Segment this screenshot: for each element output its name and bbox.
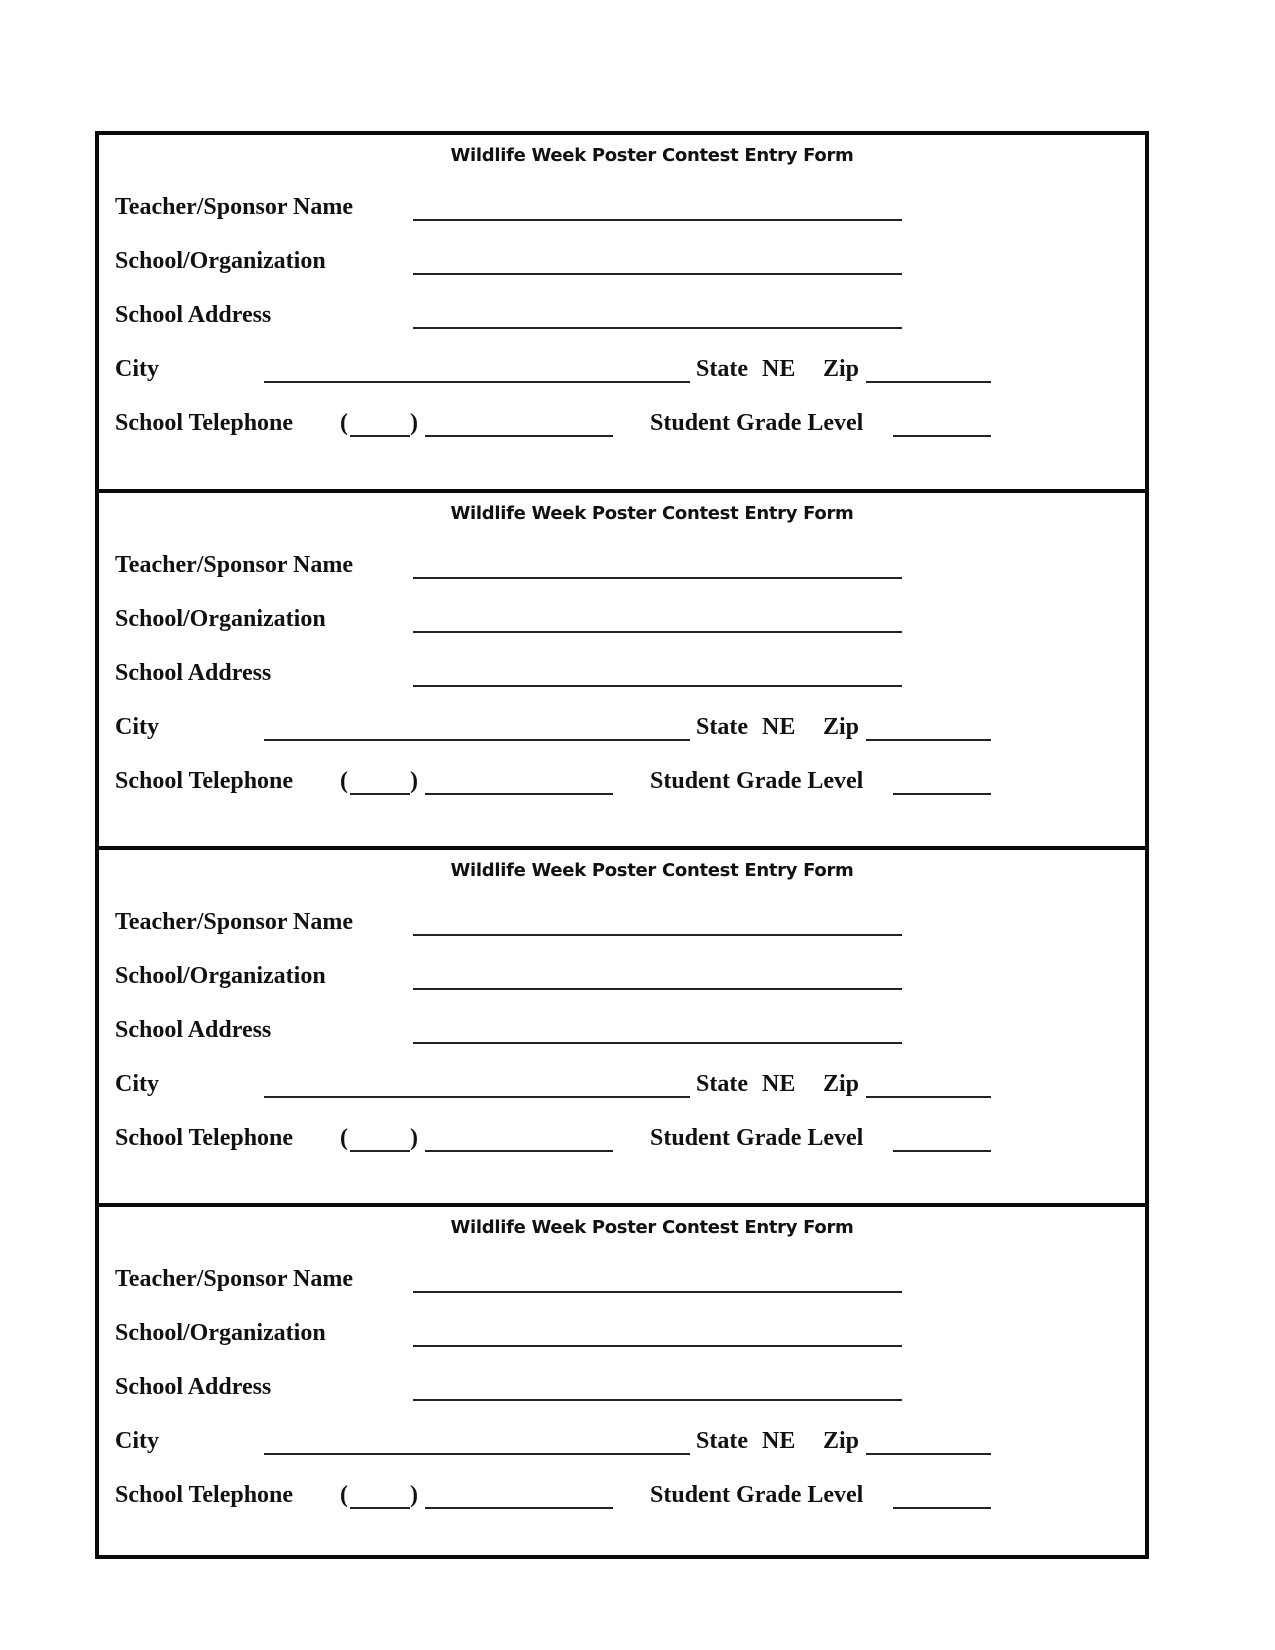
school-address-field[interactable] bbox=[413, 327, 902, 329]
zip-field[interactable] bbox=[866, 739, 991, 741]
school-organization-label: School/Organization bbox=[115, 1320, 326, 1346]
city-field[interactable] bbox=[264, 1453, 690, 1455]
telephone-number-field[interactable] bbox=[425, 793, 613, 795]
zip-label: Zip bbox=[823, 1071, 860, 1097]
state-value: NE bbox=[762, 714, 796, 740]
form-title: Wildlife Week Poster Contest Entry Form bbox=[450, 860, 854, 881]
teacher-sponsor-field[interactable] bbox=[413, 219, 902, 221]
state-value: NE bbox=[762, 1428, 796, 1454]
state-value: NE bbox=[762, 356, 796, 382]
school-address-field[interactable] bbox=[413, 685, 902, 687]
zip-field[interactable] bbox=[866, 381, 991, 383]
area-code-field[interactable] bbox=[350, 1150, 410, 1152]
area-code-close-paren: ) bbox=[410, 1125, 418, 1151]
city-field[interactable] bbox=[264, 381, 690, 383]
telephone-number-field[interactable] bbox=[425, 1150, 613, 1152]
school-organization-label: School/Organization bbox=[115, 963, 326, 989]
entry-form-2 bbox=[99, 489, 1145, 846]
zip-label: Zip bbox=[823, 356, 860, 382]
area-code-field[interactable] bbox=[350, 793, 410, 795]
student-grade-level-label: Student Grade Level bbox=[650, 1125, 864, 1151]
student-grade-level-field[interactable] bbox=[893, 435, 991, 437]
school-telephone-label: School Telephone bbox=[115, 1125, 294, 1151]
state-label: State bbox=[696, 1071, 748, 1097]
school-organization-field[interactable] bbox=[413, 273, 902, 275]
city-field[interactable] bbox=[264, 739, 690, 741]
area-code-field[interactable] bbox=[350, 1507, 410, 1509]
teacher-sponsor-field[interactable] bbox=[413, 934, 902, 936]
school-address-field[interactable] bbox=[413, 1399, 902, 1401]
school-organization-field[interactable] bbox=[413, 1345, 902, 1347]
school-address-field[interactable] bbox=[413, 1042, 902, 1044]
state-label: State bbox=[696, 356, 748, 382]
teacher-sponsor-label: Teacher/Sponsor Name bbox=[115, 194, 354, 220]
entry-form-4 bbox=[99, 1203, 1145, 1560]
state-value: NE bbox=[762, 1071, 796, 1097]
school-telephone-label: School Telephone bbox=[115, 768, 294, 794]
school-address-label: School Address bbox=[115, 302, 272, 328]
school-telephone-label: School Telephone bbox=[115, 410, 294, 436]
student-grade-level-label: Student Grade Level bbox=[650, 768, 864, 794]
school-address-label: School Address bbox=[115, 660, 272, 686]
school-organization-label: School/Organization bbox=[115, 606, 326, 632]
student-grade-level-field[interactable] bbox=[893, 1507, 991, 1509]
form-title: Wildlife Week Poster Contest Entry Form bbox=[450, 145, 854, 166]
city-field[interactable] bbox=[264, 1096, 690, 1098]
city-label: City bbox=[115, 356, 159, 382]
school-address-label: School Address bbox=[115, 1374, 272, 1400]
zip-label: Zip bbox=[823, 714, 860, 740]
entry-forms-frame bbox=[95, 131, 1149, 1559]
state-label: State bbox=[696, 714, 748, 740]
city-label: City bbox=[115, 1071, 159, 1097]
form-title: Wildlife Week Poster Contest Entry Form bbox=[450, 1217, 854, 1238]
zip-field[interactable] bbox=[866, 1096, 991, 1098]
area-code-close-paren: ) bbox=[410, 1482, 418, 1508]
area-code-open-paren: ( bbox=[340, 410, 348, 436]
school-organization-field[interactable] bbox=[413, 631, 902, 633]
entry-form-3 bbox=[99, 846, 1145, 1203]
city-label: City bbox=[115, 714, 159, 740]
city-label: City bbox=[115, 1428, 159, 1454]
teacher-sponsor-label: Teacher/Sponsor Name bbox=[115, 909, 354, 935]
area-code-close-paren: ) bbox=[410, 410, 418, 436]
zip-field[interactable] bbox=[866, 1453, 991, 1455]
telephone-number-field[interactable] bbox=[425, 435, 613, 437]
telephone-number-field[interactable] bbox=[425, 1507, 613, 1509]
area-code-open-paren: ( bbox=[340, 1125, 348, 1151]
student-grade-level-label: Student Grade Level bbox=[650, 1482, 864, 1508]
entry-form-1 bbox=[99, 135, 1145, 492]
teacher-sponsor-label: Teacher/Sponsor Name bbox=[115, 1266, 354, 1292]
area-code-open-paren: ( bbox=[340, 768, 348, 794]
teacher-sponsor-field[interactable] bbox=[413, 1291, 902, 1293]
school-address-label: School Address bbox=[115, 1017, 272, 1043]
form-title: Wildlife Week Poster Contest Entry Form bbox=[450, 503, 854, 524]
student-grade-level-field[interactable] bbox=[893, 793, 991, 795]
school-organization-field[interactable] bbox=[413, 988, 902, 990]
teacher-sponsor-field[interactable] bbox=[413, 577, 902, 579]
student-grade-level-field[interactable] bbox=[893, 1150, 991, 1152]
zip-label: Zip bbox=[823, 1428, 860, 1454]
school-organization-label: School/Organization bbox=[115, 248, 326, 274]
area-code-open-paren: ( bbox=[340, 1482, 348, 1508]
teacher-sponsor-label: Teacher/Sponsor Name bbox=[115, 552, 354, 578]
school-telephone-label: School Telephone bbox=[115, 1482, 294, 1508]
state-label: State bbox=[696, 1428, 748, 1454]
area-code-close-paren: ) bbox=[410, 768, 418, 794]
area-code-field[interactable] bbox=[350, 435, 410, 437]
student-grade-level-label: Student Grade Level bbox=[650, 410, 864, 436]
